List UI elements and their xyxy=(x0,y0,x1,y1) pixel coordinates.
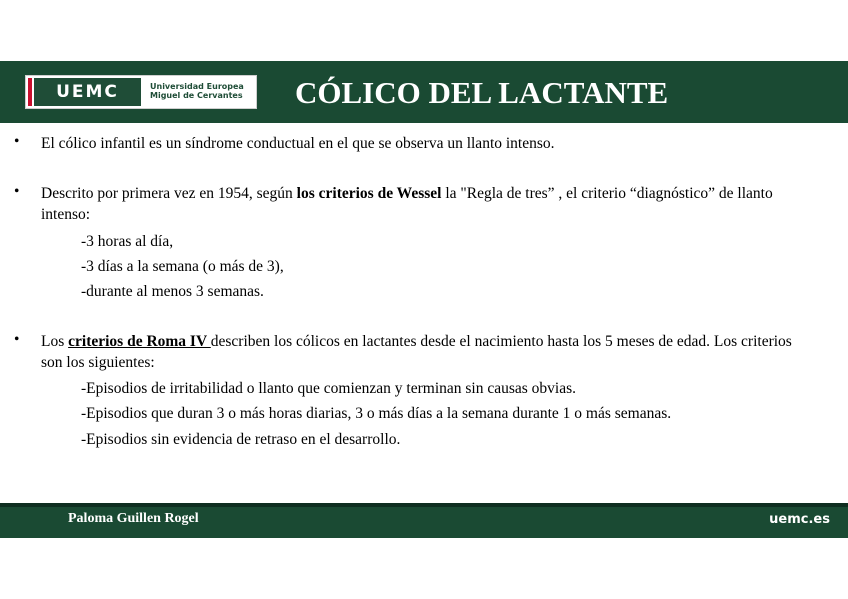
bullet-2-post: la "Regla de tres” , el criterio “diagnóstico” de llanto intenso: xyxy=(41,185,773,223)
slide-title: CÓLICO DEL LACTANTE xyxy=(295,75,669,110)
wessel-subitem: -3 horas al día, xyxy=(81,233,174,250)
bullet-marker: • xyxy=(14,133,20,150)
author-name: Paloma Guillen Rogel xyxy=(68,511,199,526)
logo-line-1: Universidad Europea xyxy=(150,82,244,91)
bullet-marker: • xyxy=(14,183,20,200)
bullet-2-text xyxy=(41,183,801,225)
logo-text xyxy=(150,82,244,100)
wessel-subitem: -durante al menos 3 semanas. xyxy=(81,283,264,300)
bullet-1-text: El cólico infantil es un síndrome conductual en el que se observa un llanto intenso. xyxy=(41,135,555,152)
wessel-criteria: los criterios de Wessel xyxy=(296,185,442,202)
roma-subitem: -Episodios de irritabilidad o llanto que comienzan y terminan sin causas obvias. xyxy=(81,380,577,397)
wessel-subitem: -3 días a la semana (o más de 3), xyxy=(81,258,284,275)
roma-subitem: -Episodios que duran 3 o más horas diarias, 3 o más días a la semana durante 1 o más semanas. xyxy=(81,405,672,422)
uemc-logo xyxy=(25,75,257,109)
footer-bar xyxy=(0,503,848,538)
header-bar xyxy=(0,61,848,123)
logo-red-stripe xyxy=(28,78,32,106)
bullet-3-text xyxy=(41,331,801,373)
roma-subitem: -Episodios sin evidencia de retraso en el desarrollo. xyxy=(81,431,401,448)
logo-line-2: Miguel de Cervantes xyxy=(150,91,243,100)
bullet-3-pre: Los xyxy=(41,333,69,350)
site-url: uemc.es xyxy=(769,512,830,527)
logo-mark: UEMC xyxy=(34,78,141,106)
footer-divider xyxy=(0,503,848,507)
roma-criteria: criterios de Roma IV xyxy=(68,333,211,350)
bullet-marker: • xyxy=(14,331,20,348)
bullet-3-post: describen los cólicos en lactantes desde el nacimiento hasta los 5 meses de edad. Los criterios son los siguientes: xyxy=(41,333,792,371)
bullet-2-pre: Descrito por primera vez en 1954, según xyxy=(41,185,297,202)
